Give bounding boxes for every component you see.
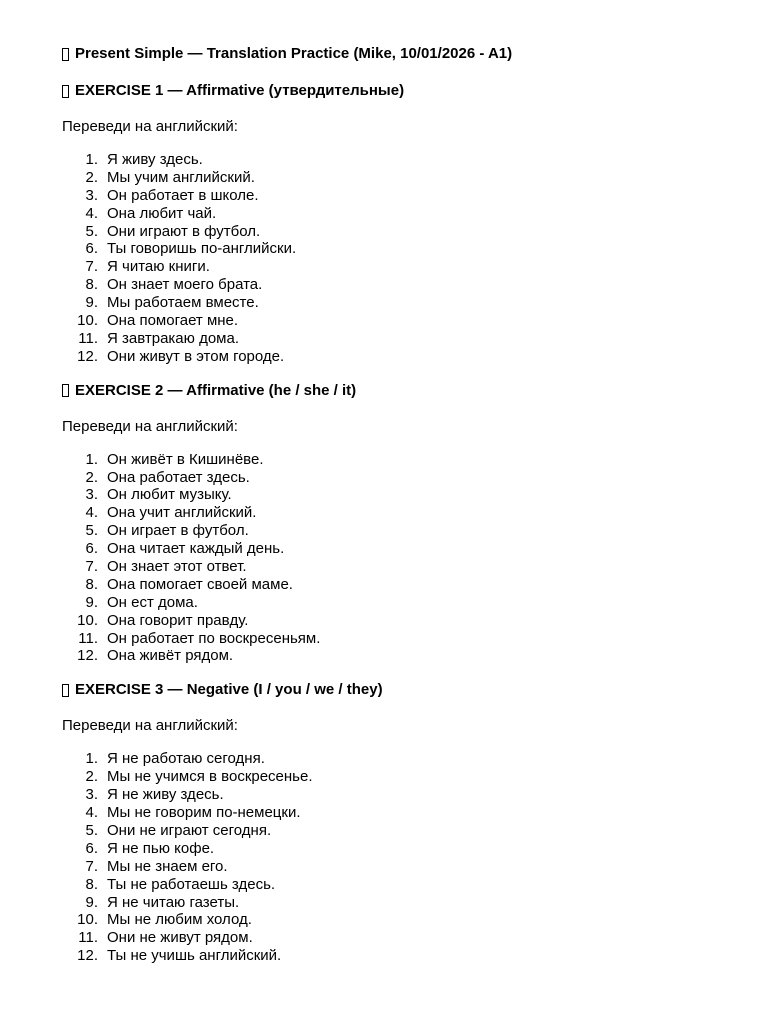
item-text: Он работает по воскресеньям.	[107, 629, 321, 647]
exercise-instruction: Переведи на английский:	[62, 118, 238, 135]
item-text: Он живёт в Кишинёве.	[107, 450, 264, 468]
item-number-wrap	[62, 876, 107, 894]
item-number: 10.	[77, 911, 98, 929]
item-text: Мы не любим холод.	[107, 911, 252, 929]
item-number-wrap	[62, 894, 107, 912]
list-item	[62, 504, 742, 522]
item-text: Мы не знаем его.	[107, 857, 228, 875]
missing-glyph-icon	[62, 48, 69, 61]
list-item	[62, 840, 742, 858]
item-text: Я не живу здесь.	[107, 786, 224, 804]
item-number: 11.	[78, 329, 98, 347]
exercise-instruction: Переведи на английский:	[62, 417, 238, 435]
list-item	[62, 576, 742, 594]
list-item	[62, 858, 742, 876]
item-number: 1.	[85, 450, 98, 468]
item-number: 9.	[85, 294, 98, 312]
item-number: 8.	[85, 276, 98, 294]
item-text: Она учит английский.	[107, 504, 257, 522]
item-number: 11.	[78, 629, 98, 647]
exercise-heading-text: EXERCISE 3 — Negative (I / you / we / they)	[75, 681, 383, 699]
item-number-wrap	[62, 151, 107, 169]
item-number: 7.	[85, 857, 98, 875]
item-number: 3.	[85, 186, 98, 204]
item-number: 2.	[85, 168, 98, 186]
item-number-wrap	[62, 294, 107, 312]
item-text: Они не играют сегодня.	[107, 821, 272, 839]
item-text: Она любит чай.	[107, 204, 217, 222]
item-number-wrap	[62, 858, 107, 876]
item-number-wrap	[62, 522, 107, 540]
item-text: Мы учим английский.	[107, 168, 255, 186]
item-number-wrap	[62, 258, 107, 276]
item-number-wrap	[62, 223, 107, 241]
exercise-heading	[62, 81, 742, 101]
exercise-heading	[62, 381, 742, 401]
item-number: 1.	[85, 151, 98, 168]
item-number-wrap	[62, 540, 107, 558]
item-number-wrap	[62, 486, 107, 504]
item-text: Я не работаю сегодня.	[107, 750, 265, 768]
item-text: Я живу здесь.	[107, 151, 203, 168]
list-item	[62, 768, 742, 786]
item-text: Они живут в этом городе.	[107, 347, 285, 365]
item-number-wrap	[62, 612, 107, 630]
item-number: 4.	[85, 804, 98, 822]
item-text: Я не читаю газеты.	[107, 893, 240, 911]
list-item	[62, 187, 742, 205]
list-item	[62, 630, 742, 648]
list-item	[62, 647, 742, 665]
list-item	[62, 750, 742, 768]
list-item	[62, 804, 742, 822]
item-text: Она помогает мне.	[107, 312, 239, 330]
item-number-wrap	[62, 312, 107, 330]
exercise-section	[62, 81, 742, 366]
item-number-wrap	[62, 348, 107, 366]
exercise-item-list	[62, 151, 742, 366]
list-item	[62, 169, 742, 187]
item-number: 6.	[85, 240, 98, 258]
item-text: Он работает в школе.	[107, 186, 259, 204]
item-number: 6.	[85, 540, 98, 558]
item-number-wrap	[62, 911, 107, 929]
missing-glyph-icon	[62, 684, 69, 697]
exercise-section	[62, 381, 742, 666]
item-text: Я читаю книги.	[107, 258, 210, 276]
item-text: Он знает этот ответ.	[107, 558, 247, 576]
item-text: Мы работаем вместе.	[107, 294, 259, 312]
item-number-wrap	[62, 169, 107, 187]
list-item	[62, 822, 742, 840]
item-number-wrap	[62, 630, 107, 648]
item-number: 12.	[77, 347, 98, 365]
item-number: 9.	[85, 593, 98, 611]
item-number-wrap	[62, 786, 107, 804]
list-item	[62, 540, 742, 558]
list-item	[62, 522, 742, 540]
item-text: Он любит музыку.	[107, 486, 232, 504]
item-text: Она читает каждый день.	[107, 540, 285, 558]
item-text: Они играют в футбол.	[107, 222, 261, 240]
item-number-wrap	[62, 647, 107, 665]
exercise-section	[62, 680, 742, 965]
list-item	[62, 469, 742, 487]
list-item	[62, 223, 742, 241]
list-item	[62, 451, 742, 469]
item-text: Он играет в футбол.	[107, 522, 249, 540]
item-number-wrap	[62, 576, 107, 594]
item-number: 10.	[77, 312, 98, 330]
list-item	[62, 312, 742, 330]
item-number: 7.	[85, 558, 98, 576]
item-number-wrap	[62, 451, 107, 469]
list-item	[62, 558, 742, 576]
list-item	[62, 911, 742, 929]
item-number-wrap	[62, 330, 107, 348]
item-text: Я завтракаю дома.	[107, 329, 239, 347]
list-item	[62, 330, 742, 348]
list-item	[62, 276, 742, 294]
list-item	[62, 258, 742, 276]
list-item	[62, 947, 742, 965]
item-text: Ты не работаешь здесь.	[107, 875, 276, 893]
item-number-wrap	[62, 504, 107, 522]
item-text: Мы не говорим по-немецки.	[107, 804, 301, 822]
list-item	[62, 205, 742, 223]
missing-glyph-icon	[62, 384, 69, 397]
exercise-heading-text: EXERCISE 2 — Affirmative (he / she / it)	[75, 381, 357, 399]
item-number: 10.	[77, 611, 98, 629]
item-text: Она говорит правду.	[107, 611, 249, 629]
item-number-wrap	[62, 768, 107, 786]
item-text: Она работает здесь.	[107, 468, 250, 486]
list-item	[62, 876, 742, 894]
item-number-wrap	[62, 187, 107, 205]
item-text: Мы не учимся в воскресенье.	[107, 768, 313, 786]
document-title	[62, 44, 742, 64]
item-number: 2.	[85, 468, 98, 486]
item-number-wrap	[62, 469, 107, 487]
item-number: 8.	[85, 875, 98, 893]
item-number-wrap	[62, 947, 107, 965]
list-item	[62, 348, 742, 366]
item-text: Я не пью кофе.	[107, 839, 215, 857]
item-number: 3.	[85, 786, 98, 804]
item-number: 12.	[77, 647, 98, 665]
item-number-wrap	[62, 750, 107, 768]
document-title-text: Present Simple — Translation Practice (Mike, 10/01/2026 - A1)	[75, 45, 513, 62]
document-page	[62, 44, 742, 980]
item-number-wrap	[62, 205, 107, 223]
item-number: 4.	[85, 504, 98, 522]
exercise-item-list	[62, 451, 742, 666]
item-number: 12.	[77, 947, 98, 965]
item-text: Они не живут рядом.	[107, 929, 253, 947]
item-text: Она живёт рядом.	[107, 647, 234, 665]
item-number: 3.	[85, 486, 98, 504]
missing-glyph-icon	[62, 85, 69, 98]
item-number-wrap	[62, 929, 107, 947]
item-number: 8.	[85, 575, 98, 593]
item-text: Ты говоришь по-английски.	[107, 240, 297, 258]
item-number: 4.	[85, 204, 98, 222]
item-number: 5.	[85, 821, 98, 839]
list-item	[62, 240, 742, 258]
list-item	[62, 786, 742, 804]
item-number-wrap	[62, 594, 107, 612]
item-number-wrap	[62, 804, 107, 822]
list-item	[62, 486, 742, 504]
item-number: 9.	[85, 893, 98, 911]
item-text: Она помогает своей маме.	[107, 575, 293, 593]
exercise-heading	[62, 680, 742, 700]
list-item	[62, 894, 742, 912]
item-number: 2.	[85, 768, 98, 786]
item-text: Он ест дома.	[107, 593, 198, 611]
item-number-wrap	[62, 822, 107, 840]
list-item	[62, 612, 742, 630]
item-number-wrap	[62, 276, 107, 294]
item-number-wrap	[62, 840, 107, 858]
list-item	[62, 294, 742, 312]
item-number: 6.	[85, 839, 98, 857]
list-item	[62, 594, 742, 612]
list-item	[62, 929, 742, 947]
item-number: 7.	[85, 258, 98, 276]
exercises-container	[62, 81, 742, 965]
item-number: 5.	[85, 222, 98, 240]
item-number: 1.	[85, 750, 98, 768]
item-text: Он знает моего брата.	[107, 276, 263, 294]
item-number: 5.	[85, 522, 98, 540]
item-text: Ты не учишь английский.	[107, 947, 282, 965]
exercise-heading-text: EXERCISE 1 — Affirmative (утвердительные)	[75, 82, 405, 99]
exercise-instruction: Переведи на английский:	[62, 717, 238, 735]
item-number-wrap	[62, 240, 107, 258]
item-number: 11.	[78, 929, 98, 947]
exercise-item-list	[62, 750, 742, 965]
list-item	[62, 151, 742, 169]
item-number-wrap	[62, 558, 107, 576]
